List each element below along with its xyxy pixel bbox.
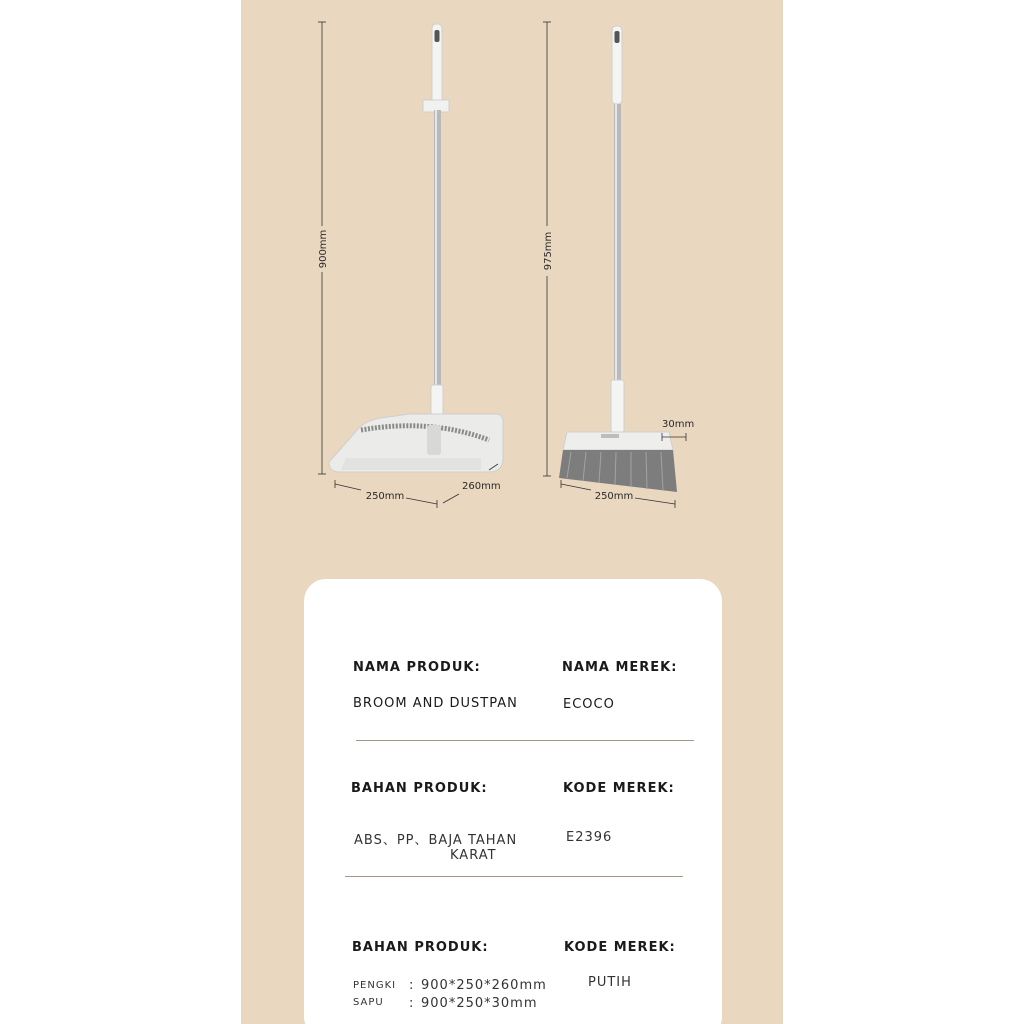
material-value-line2: KARAT: [450, 848, 497, 863]
product-panel: [241, 0, 783, 1024]
product-illustration: [241, 0, 783, 560]
dimension-label: BAHAN PRODUK:: [352, 940, 489, 955]
color-value: PUTIH: [588, 975, 632, 990]
brand-code-value: E2396: [566, 830, 613, 845]
broom-height-label: 975mm: [543, 231, 554, 271]
broom-size-label: SAPU: [353, 997, 384, 1008]
product-name-label: NAMA PRODUK:: [353, 660, 481, 675]
divider-1: [356, 740, 694, 741]
dustpan-size-colon: :: [409, 978, 415, 993]
dustpan-size-value: 900*250*260mm: [421, 978, 547, 993]
dustpan-size-label: PENGKI: [353, 980, 397, 991]
brand-name-value: ECOCO: [563, 697, 615, 712]
broom-width-label: 250mm: [594, 491, 634, 502]
dustpan-height-label: 900mm: [318, 229, 329, 269]
brand-code-label: KODE MEREK:: [563, 781, 675, 796]
brand-name-label: NAMA MEREK:: [562, 660, 678, 675]
divider-2: [345, 876, 683, 877]
broom-illustration: [559, 26, 677, 492]
dustpan-width-label: 250mm: [365, 491, 405, 502]
material-label: BAHAN PRODUK:: [351, 781, 488, 796]
dustpan-depth-label: 260mm: [462, 481, 501, 492]
product-name-value: BROOM AND DUSTPAN: [353, 696, 518, 711]
broom-thickness-label: 30mm: [662, 419, 695, 430]
broom-size-colon: :: [409, 996, 415, 1011]
broom-size-value: 900*250*30mm: [421, 996, 538, 1011]
dustpan-illustration: [329, 24, 503, 472]
material-value-line1: ABS、PP、BAJA TAHAN: [354, 833, 518, 848]
spec-card: [304, 579, 722, 1024]
color-code-label: KODE MEREK:: [564, 940, 676, 955]
